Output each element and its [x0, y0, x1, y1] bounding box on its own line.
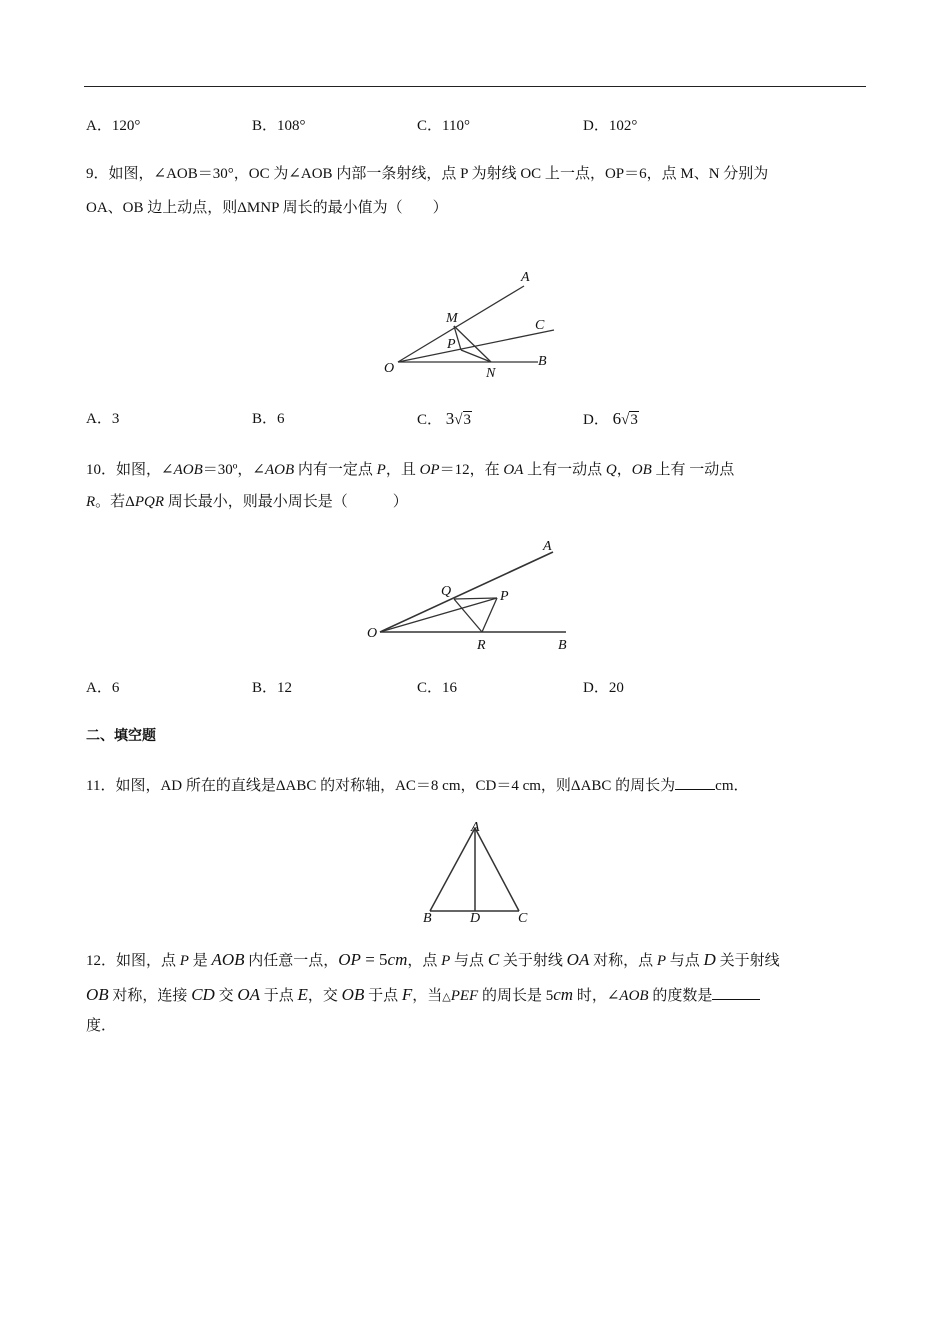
q9-stem-line1: 9．如图，∠AOB＝30°，OC 为∠AOB 内部一条射线，点 P 为射线 OC 上一点，OP＝6，点 M、N 分别为 [86, 166, 769, 182]
q9-label-b: B [538, 354, 547, 369]
q9-label-o: O [384, 361, 395, 376]
q11-label-a: A [471, 820, 480, 835]
q9-label-c: C [535, 318, 545, 333]
q10-figure [362, 536, 582, 656]
q12-stem-line2: OB 对称，连接 CD 交 OA 于点 E，交 OB 于点 F，当△PEF 的周长是 5cm 时，∠AOB 的度数是 [86, 985, 760, 1007]
q9-option-b: B．6 [252, 411, 285, 427]
header-rule [84, 86, 866, 87]
q10-label-o: O [367, 626, 378, 641]
q12-stem-line3: 度． [86, 1018, 117, 1034]
q10-label-a: A [543, 539, 552, 554]
q11-stem: 11．如图，AD 所在的直线是ΔABC 的对称轴，AC＝8 cm，CD＝4 cm，则ΔABC 的周长为 cm． [86, 775, 749, 796]
q10-option-b: B．12 [252, 680, 293, 696]
q9-option-c: C． 3√3 [417, 409, 471, 428]
q9-label-n: N [486, 366, 496, 381]
sqrt-sign: √3 [454, 412, 471, 428]
q9-label-a: A [521, 270, 530, 285]
answer-blank [675, 775, 715, 790]
q9-label-m: M [446, 311, 458, 326]
q11-label-b: B [423, 911, 432, 926]
q9-label-p: P [447, 337, 456, 352]
q8-option-a: A．120° [86, 118, 141, 134]
q8-option-d: D．102° [583, 118, 638, 134]
q11-label-d: D [470, 911, 481, 926]
section-title-fill-blank: 二、填空题 [86, 728, 156, 744]
q11-figure [418, 818, 538, 928]
q10-label-r: R [477, 638, 486, 653]
q9-stem-line2: OA、OB 边上动点，则ΔMNP 周长的最小值为（ ） [86, 200, 448, 216]
q9-figure [370, 262, 570, 382]
q10-stem-line2: R。若ΔPQR 周长最小，则最小周长是（ ） [86, 494, 408, 510]
q10-label-q: Q [441, 584, 452, 599]
q10-label-p: P [500, 589, 509, 604]
q8-option-c: C．110° [417, 118, 470, 134]
q10-option-d: D．20 [583, 680, 624, 696]
q11-label-c: C [518, 911, 528, 926]
sqrt-sign: √3 [621, 412, 638, 428]
q10-stem-line1: 10．如图，∠AOB＝30º，∠AOB 内有一定点 P，且 OP＝12，在 OA 上有一动点 Q，OB 上有 一动点 [86, 462, 735, 478]
answer-blank [712, 985, 760, 1000]
q10-option-a: A．6 [86, 680, 120, 696]
q9-option-d: D． 6√3 [583, 409, 638, 428]
q8-option-b: B．108° [252, 118, 306, 134]
q9-option-a: A．3 [86, 411, 120, 427]
q12-stem-line1: 12．如图，点 P 是 AOB 内任意一点，OP = 5cm，点 P 与点 C 关于射线 OA 对称，点 P 与点 D 关于射线 [86, 950, 780, 969]
q10-option-c: C．16 [417, 680, 458, 696]
q10-label-b: B [558, 638, 567, 653]
